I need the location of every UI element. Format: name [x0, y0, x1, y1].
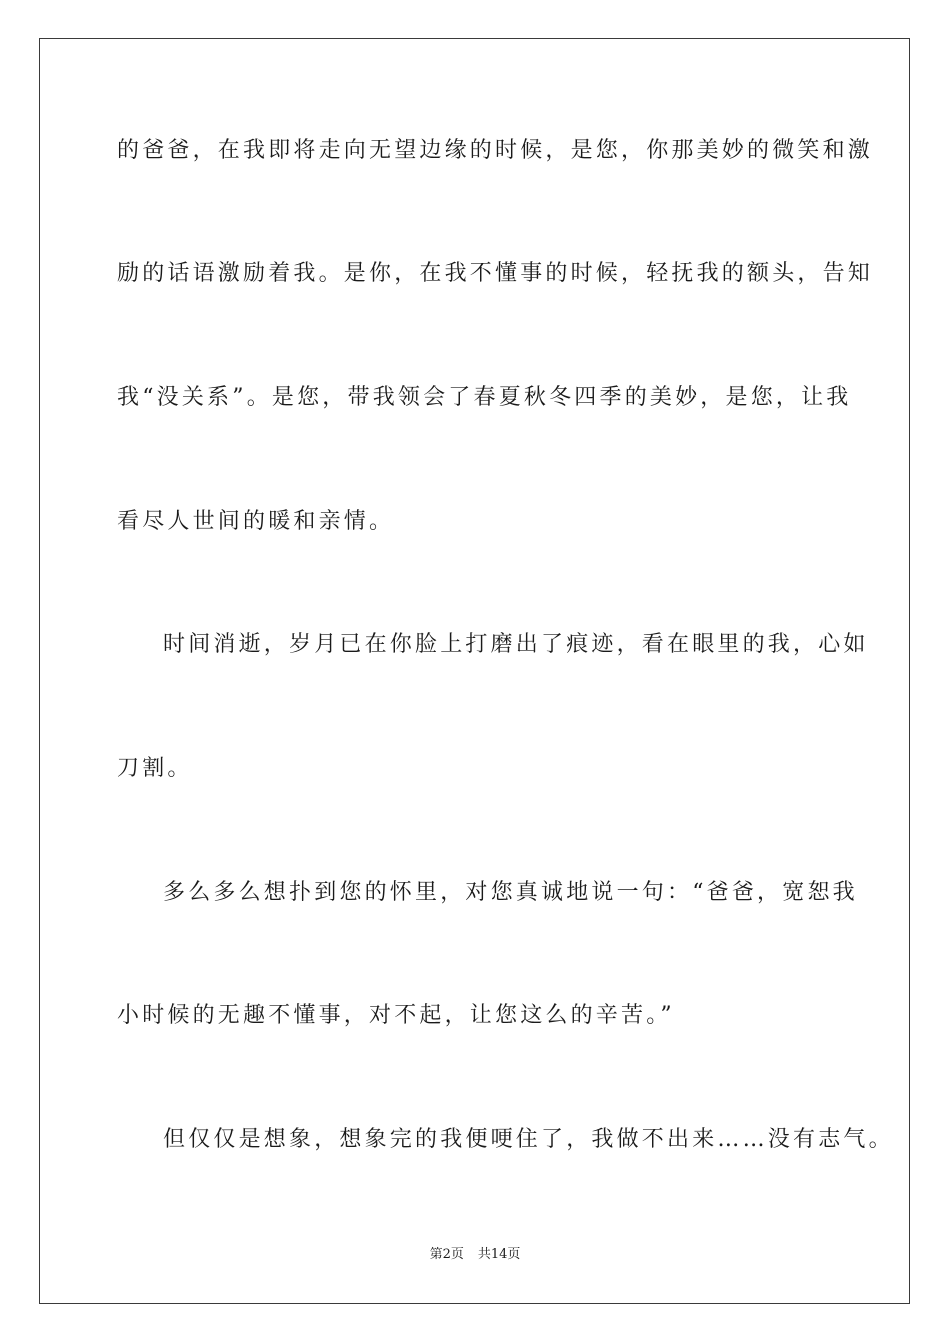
text-line-1: 的爸爸，在我即将走向无望边缘的时候，是您，你那美妙的微笑和激 — [117, 138, 874, 163]
text-line-8: 小时候的无趣不懂事，对不起，让您这么的辛苦。” — [117, 1003, 675, 1028]
total-page-count: 共14页 — [477, 1247, 521, 1262]
page-border — [39, 38, 910, 1304]
current-page-number: 第2页 — [429, 1247, 464, 1262]
text-line-4: 看尽人世间的暖和亲情。 — [117, 509, 395, 534]
text-line-7: 多么多么想扑到您的怀里，对您真诚地说一句：“爸爸，宽恕我 — [163, 880, 858, 905]
text-line-2: 励的话语激励着我。是你，在我不懂事的时候，轻抚我的额头，告知 — [117, 261, 874, 286]
page-footer — [0, 1246, 950, 1264]
text-line-5: 时间消逝，岁月已在你脸上打磨出了痕迹，看在眼里的我，心如 — [163, 632, 869, 657]
text-line-6: 刀割。 — [117, 756, 193, 781]
text-line-3: 我“没关系”。是您，带我领会了春夏秋冬四季的美妙，是您，让我 — [117, 385, 852, 410]
text-line-9: 但仅仅是想象，想象完的我便哽住了，我做不出来……没有志气。 — [163, 1127, 894, 1152]
